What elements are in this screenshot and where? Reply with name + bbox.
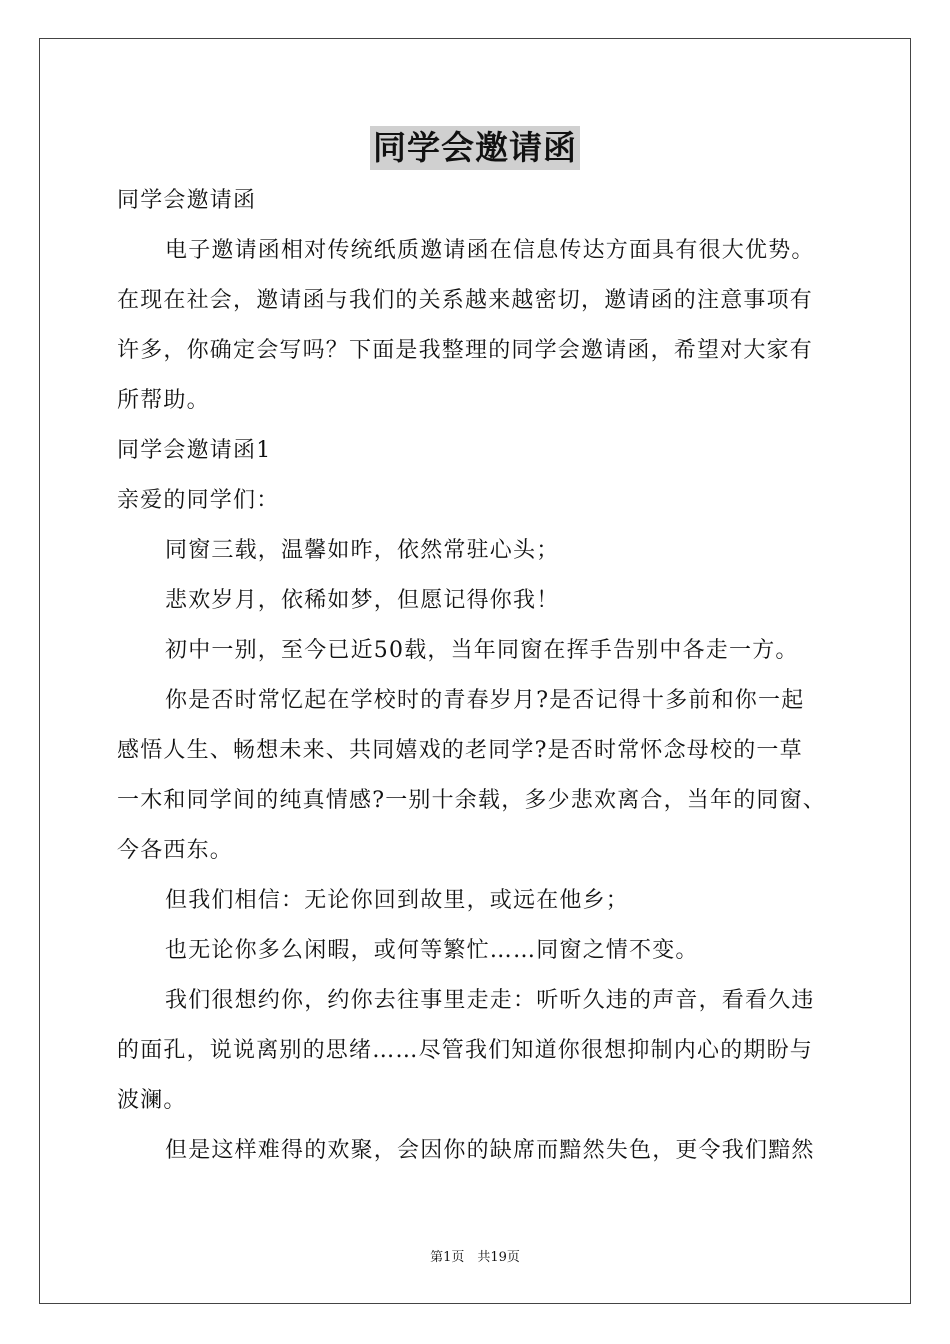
paragraph-line: 电子邀请函相对传统纸质邀请函在信息传达方面具有很大优势。 (165, 238, 815, 263)
document-title: 同学会邀请函 (370, 126, 580, 170)
paragraph-line: 但我们相信：无论你回到故里，或远在他乡； (165, 888, 630, 913)
document-body (117, 176, 833, 1176)
paragraph-line: 在现在社会，邀请函与我们的关系越来越密切，邀请函的注意事项有 (117, 288, 814, 313)
paragraph-line: 你是否时常忆起在学校时的青春岁月?是否记得十多前和你一起 (165, 688, 805, 713)
paragraph-line: 初中一别，至今已近50载，当年同窗在挥手告别中各走一方。 (165, 638, 799, 663)
paragraph-line: 我们很想约你，约你去往事里走走：听听久违的声音，看看久违 (165, 988, 815, 1013)
paragraph-line: 感悟人生、畅想未来、共同嬉戏的老同学?是否时常怀念母校的一草 (117, 738, 803, 763)
paragraph-line: 所帮助。 (117, 388, 210, 413)
paragraph-line: 也无论你多么闲暇，或何等繁忙……同窗之情不变。 (165, 938, 699, 963)
paragraph-line: 今各西东。 (117, 838, 234, 863)
title-container (0, 126, 950, 170)
paragraph-line: 同学会邀请函1 (117, 438, 272, 463)
paragraph-line: 但是这样难得的欢聚，会因你的缺席而黯然失色，更令我们黯然 (165, 1138, 815, 1163)
paragraph-line: 许多，你确定会写吗？下面是我整理的同学会邀请函，希望对大家有 (117, 338, 814, 363)
paragraph-line: 亲爱的同学们： (117, 488, 280, 513)
paragraph-line: 悲欢岁月，依稀如梦，但愿记得你我！ (165, 588, 560, 613)
paragraph-line: 同窗三载，温馨如昨，依然常驻心头； (165, 538, 560, 563)
paragraph-line: 一木和同学间的纯真情感?一别十余载，多少悲欢离合，当年的同窗、 (117, 788, 826, 813)
paragraph-line: 同学会邀请函 (117, 188, 257, 213)
paragraph-line: 波澜。 (117, 1088, 187, 1113)
paragraph-line: 的面孔，说说离别的思绪……尽管我们知道你很想抑制内心的期盼与 (117, 1038, 814, 1063)
page-footer: 第1页 共19页 (430, 1250, 520, 1265)
